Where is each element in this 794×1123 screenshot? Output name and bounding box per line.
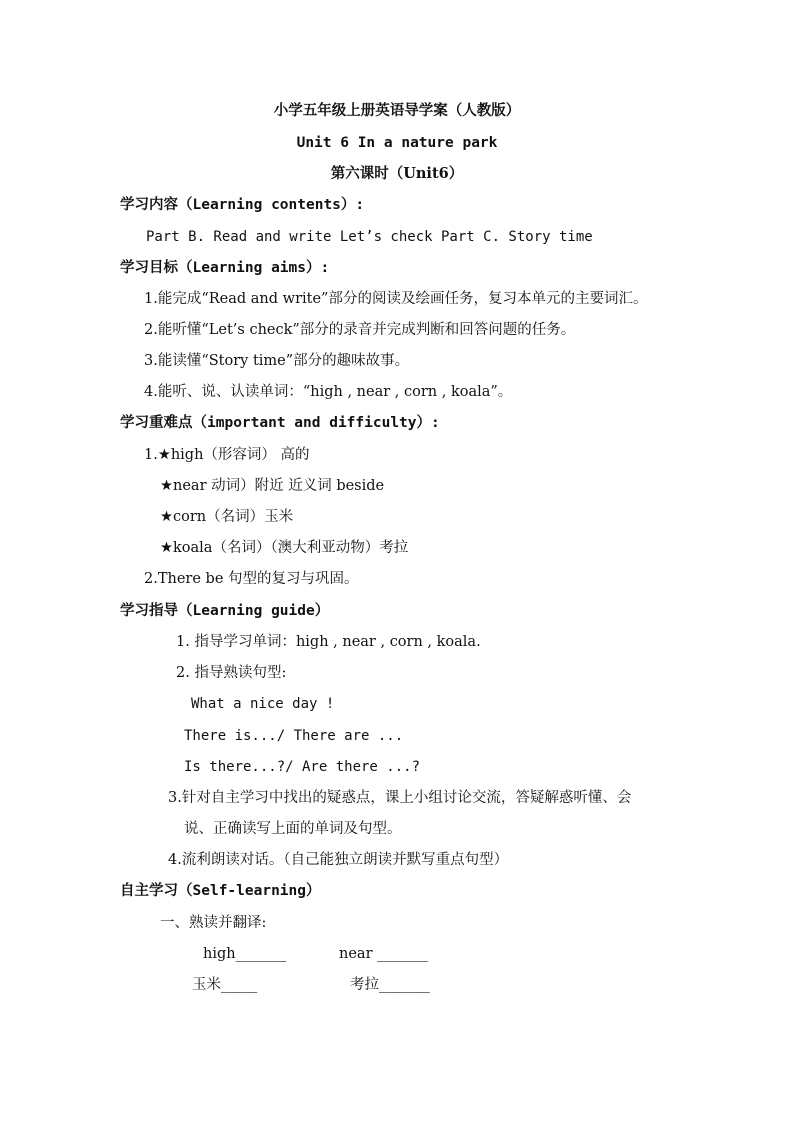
self-learning-heading: 自主学习（Self-learning）: [120, 883, 321, 899]
contents-heading: 学习内容（Learning contents）:: [120, 197, 365, 213]
guide-heading: 学习指导（Learning guide）: [120, 603, 330, 619]
difficulty-item: ★corn（名词）玉米: [160, 509, 294, 525]
difficulty-item: 2.There be 句型的复习与巩固。: [144, 571, 359, 587]
aim-item: 2.能听懂“Let’s check”部分的录音并完成判断和回答问题的任务。: [144, 322, 576, 338]
difficulty-heading: 学习重难点（important and difficulty）:: [120, 415, 440, 431]
unit-title: Unit 6 In a nature park: [296, 135, 498, 151]
guide-item: 3.针对自主学习中找出的疑惑点，课上小组讨论交流，答疑解惑听懂、会: [168, 790, 632, 806]
self-learning-task: 一、熟读并翻译:: [160, 915, 267, 931]
blank-koala: 考拉_______: [350, 977, 430, 993]
guide-item: 1. 指导学习单词：high , near , corn , koala.: [176, 634, 481, 650]
aim-item: 3.能读懂“Story time”部分的趣味故事。: [144, 353, 410, 369]
contents-text: Part B. Read and write Let’s check Part C. Story time: [146, 229, 593, 245]
blank-high: high_______: [203, 946, 287, 962]
lesson-title: 第六课时（Unit6）: [330, 165, 464, 182]
aims-heading: 学习目标（Learning aims）:: [120, 260, 330, 276]
difficulty-item: ★koala（名词）（澳大利亚动物）考拉: [160, 540, 409, 556]
guide-sentence: There is.../ There are ...: [184, 728, 404, 744]
difficulty-item: ★near 动词）附近 近义词 beside: [160, 478, 385, 494]
aim-item: 1.能完成“Read and write”部分的阅读及绘画任务，复习本单元的主要词汇。: [144, 291, 648, 307]
guide-item: 4.流利朗读对话。（自己能独立朗读并默写重点句型）: [168, 852, 509, 868]
guide-sentence: What a nice day !: [191, 696, 335, 712]
aim-item: 4.能听、说、认读单词：“high , near , corn , koala”。: [144, 384, 513, 400]
difficulty-item: 1.★high（形容词） 高的: [144, 447, 310, 463]
guide-sentence: Is there...?/ Are there ...?: [184, 759, 421, 775]
blank-corn: 玉米_____: [192, 977, 258, 993]
document-title: 小学五年级上册英语导学案（人教版）: [273, 102, 521, 119]
blank-near: near _______: [339, 946, 428, 962]
guide-item: 2. 指导熟读句型:: [176, 665, 287, 681]
guide-item: 说、正确读写上面的单词及句型。: [184, 821, 402, 837]
